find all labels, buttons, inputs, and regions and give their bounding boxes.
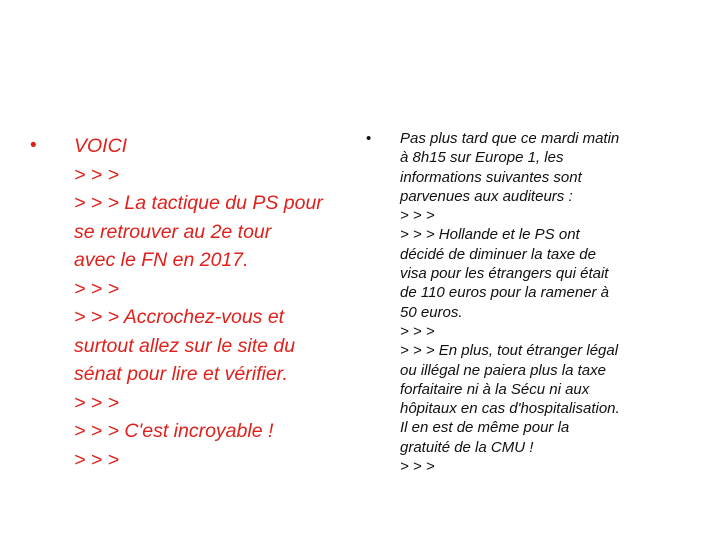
left-line: > > > [74,277,119,300]
bullet-icon: • [366,130,372,147]
left-text-column [28,132,358,474]
left-line: > > > C'est incroyable ! [74,420,274,442]
right-bullet-item [360,129,690,476]
right-line: Il en est de même pour la [400,419,570,437]
left-line: surtout allez sur le site du [74,334,296,357]
right-line: > > > [400,322,435,340]
left-line: se retrouver au 2e tour [74,220,272,243]
left-line: VOICI [74,135,128,157]
left-bullet-item [28,132,358,474]
right-line: à 8h15 sur Europe 1, les [400,149,564,167]
left-line: > > > Accrochez-vous et [74,306,285,328]
left-line: > > > La tactique du PS pour [74,192,323,214]
right-text-column [360,129,690,476]
right-line: > > > [400,207,435,225]
left-line: avec le FN en 2017. [74,249,249,271]
right-line: Pas plus tard que ce mardi matin [400,130,620,147]
left-line: > > > [74,163,119,186]
right-line: informations suivantes sont [400,168,582,186]
right-line: gratuité de la CMU ! [400,438,534,456]
left-line: sénat pour lire et vérifier. [74,363,288,385]
right-line: hôpitaux en cas d'hospitalisation. [400,400,620,418]
right-line: 50 euros. [400,303,463,321]
left-line: > > > [74,448,119,471]
right-line: > > > En plus, tout étranger légal [400,342,619,360]
right-line: > > > Hollande et le PS ont [400,226,580,244]
right-line: visa pour les étrangers qui était [400,265,609,283]
right-line: forfaitaire ni à la Sécu ni aux [400,380,590,398]
right-line: > > > [400,458,435,476]
left-line: > > > [74,391,119,414]
right-line: décidé de diminuer la taxe de [400,245,596,263]
right-line: de 110 euros pour la ramener à [400,284,610,302]
right-line: parvenues aux auditeurs : [400,187,573,205]
right-line: ou illégal ne paiera plus la taxe [400,361,606,379]
bullet-icon: • [30,135,37,156]
